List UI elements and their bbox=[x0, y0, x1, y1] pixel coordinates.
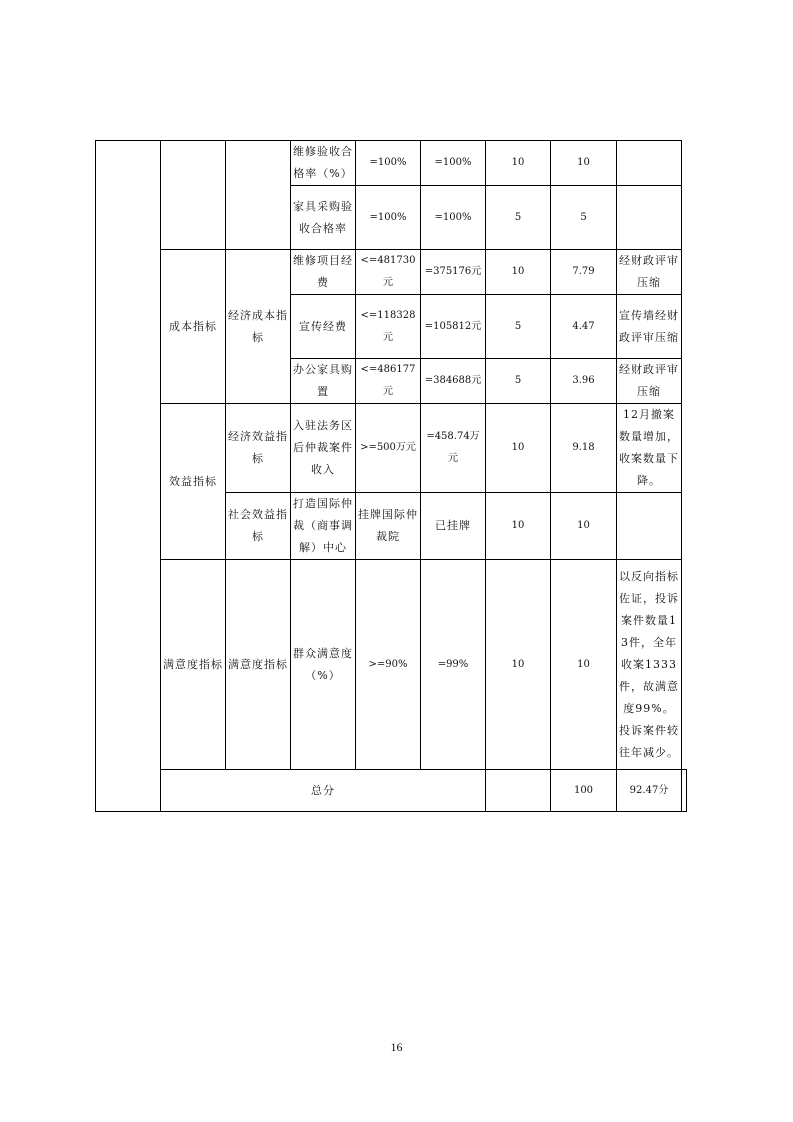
level3-social-benefit-indicator: 社会效益指标 bbox=[226, 493, 291, 560]
actual-value-cell: =100% bbox=[421, 186, 486, 250]
score-cell: 5 bbox=[551, 186, 617, 250]
level2-empty-cell bbox=[161, 141, 226, 250]
score-cell: 3.96 bbox=[551, 359, 617, 404]
total-label: 总分 bbox=[161, 770, 486, 812]
target-value-cell: =100% bbox=[356, 141, 421, 186]
total-row bbox=[96, 770, 687, 812]
actual-value-cell: =105812元 bbox=[421, 295, 486, 359]
target-value-cell: <=481730元 bbox=[356, 250, 421, 295]
actual-value-cell: =458.74万元 bbox=[421, 404, 486, 493]
indicator-name-cell: 家具采购验收合格率 bbox=[291, 186, 356, 250]
total-score: 92.47分 bbox=[617, 770, 682, 812]
indicator-name-cell: 办公家具购置 bbox=[291, 359, 356, 404]
remark-cell: 经财政评审压缩 bbox=[617, 359, 682, 404]
indicator-name-cell: 入驻法务区后仲裁案件收入 bbox=[291, 404, 356, 493]
level3-economic-cost-indicator: 经济成本指标 bbox=[226, 250, 291, 404]
weight-cell: 10 bbox=[486, 250, 551, 295]
weight-cell: 5 bbox=[486, 359, 551, 404]
remark-cell bbox=[617, 141, 682, 186]
weight-cell: 10 bbox=[486, 404, 551, 493]
weight-cell: 10 bbox=[486, 560, 551, 770]
actual-value-cell: =384688元 bbox=[421, 359, 486, 404]
target-value-cell: <=118328元 bbox=[356, 295, 421, 359]
table-row bbox=[96, 250, 687, 295]
score-cell: 4.47 bbox=[551, 295, 617, 359]
target-value-cell: <=486177元 bbox=[356, 359, 421, 404]
level1-empty-cell bbox=[96, 141, 161, 812]
page-number: 16 bbox=[390, 1040, 403, 1054]
weight-cell: 5 bbox=[486, 186, 551, 250]
score-cell: 9.18 bbox=[551, 404, 617, 493]
score-cell: 10 bbox=[551, 141, 617, 186]
table-row bbox=[96, 404, 687, 493]
total-weight: 100 bbox=[551, 770, 617, 812]
target-value-cell: >=500万元 bbox=[356, 404, 421, 493]
indicator-name-cell: 群众满意度（%） bbox=[291, 560, 356, 770]
indicator-name-cell: 打造国际仲裁（商事调解）中心 bbox=[291, 493, 356, 560]
level3-empty-cell bbox=[226, 141, 291, 250]
indicator-name-cell: 维修验收合格率（%） bbox=[291, 141, 356, 186]
level2-satisfaction-indicator: 满意度指标 bbox=[161, 560, 226, 770]
level2-benefit-indicator: 效益指标 bbox=[161, 404, 226, 560]
target-value-cell: >=90% bbox=[356, 560, 421, 770]
actual-value-cell: =375176元 bbox=[421, 250, 486, 295]
target-value-cell: =100% bbox=[356, 186, 421, 250]
level3-economic-benefit-indicator: 经济效益指标 bbox=[226, 404, 291, 493]
weight-cell: 10 bbox=[486, 493, 551, 560]
remark-cell: 12月撤案数量增加，收案数量下降。 bbox=[617, 404, 682, 493]
actual-value-cell: 已挂牌 bbox=[421, 493, 486, 560]
weight-cell: 5 bbox=[486, 295, 551, 359]
score-cell: 10 bbox=[551, 560, 617, 770]
remark-cell bbox=[617, 493, 682, 560]
score-cell: 10 bbox=[551, 493, 617, 560]
total-empty-cell bbox=[486, 770, 551, 812]
remark-cell: 以反向指标佐证，投诉案件数量13件，全年收案1333件，故满意度99%。投诉案件较往年减少。 bbox=[617, 560, 682, 770]
actual-value-cell: =100% bbox=[421, 141, 486, 186]
target-value-cell: 挂牌国际仲裁院 bbox=[356, 493, 421, 560]
level3-satisfaction-indicator: 满意度指标 bbox=[226, 560, 291, 770]
performance-indicator-table bbox=[95, 140, 687, 812]
indicator-name-cell: 维修项目经费 bbox=[291, 250, 356, 295]
level2-cost-indicator: 成本指标 bbox=[161, 250, 226, 404]
table-row bbox=[96, 560, 687, 770]
performance-table-container bbox=[95, 140, 687, 812]
indicator-name-cell: 宣传经费 bbox=[291, 295, 356, 359]
total-remark-cell bbox=[682, 770, 687, 812]
table-row bbox=[96, 141, 687, 186]
weight-cell: 10 bbox=[486, 141, 551, 186]
actual-value-cell: =99% bbox=[421, 560, 486, 770]
remark-cell: 经财政评审压缩 bbox=[617, 250, 682, 295]
remark-cell bbox=[617, 186, 682, 250]
score-cell: 7.79 bbox=[551, 250, 617, 295]
remark-cell: 宣传墙经财政评审压缩 bbox=[617, 295, 682, 359]
